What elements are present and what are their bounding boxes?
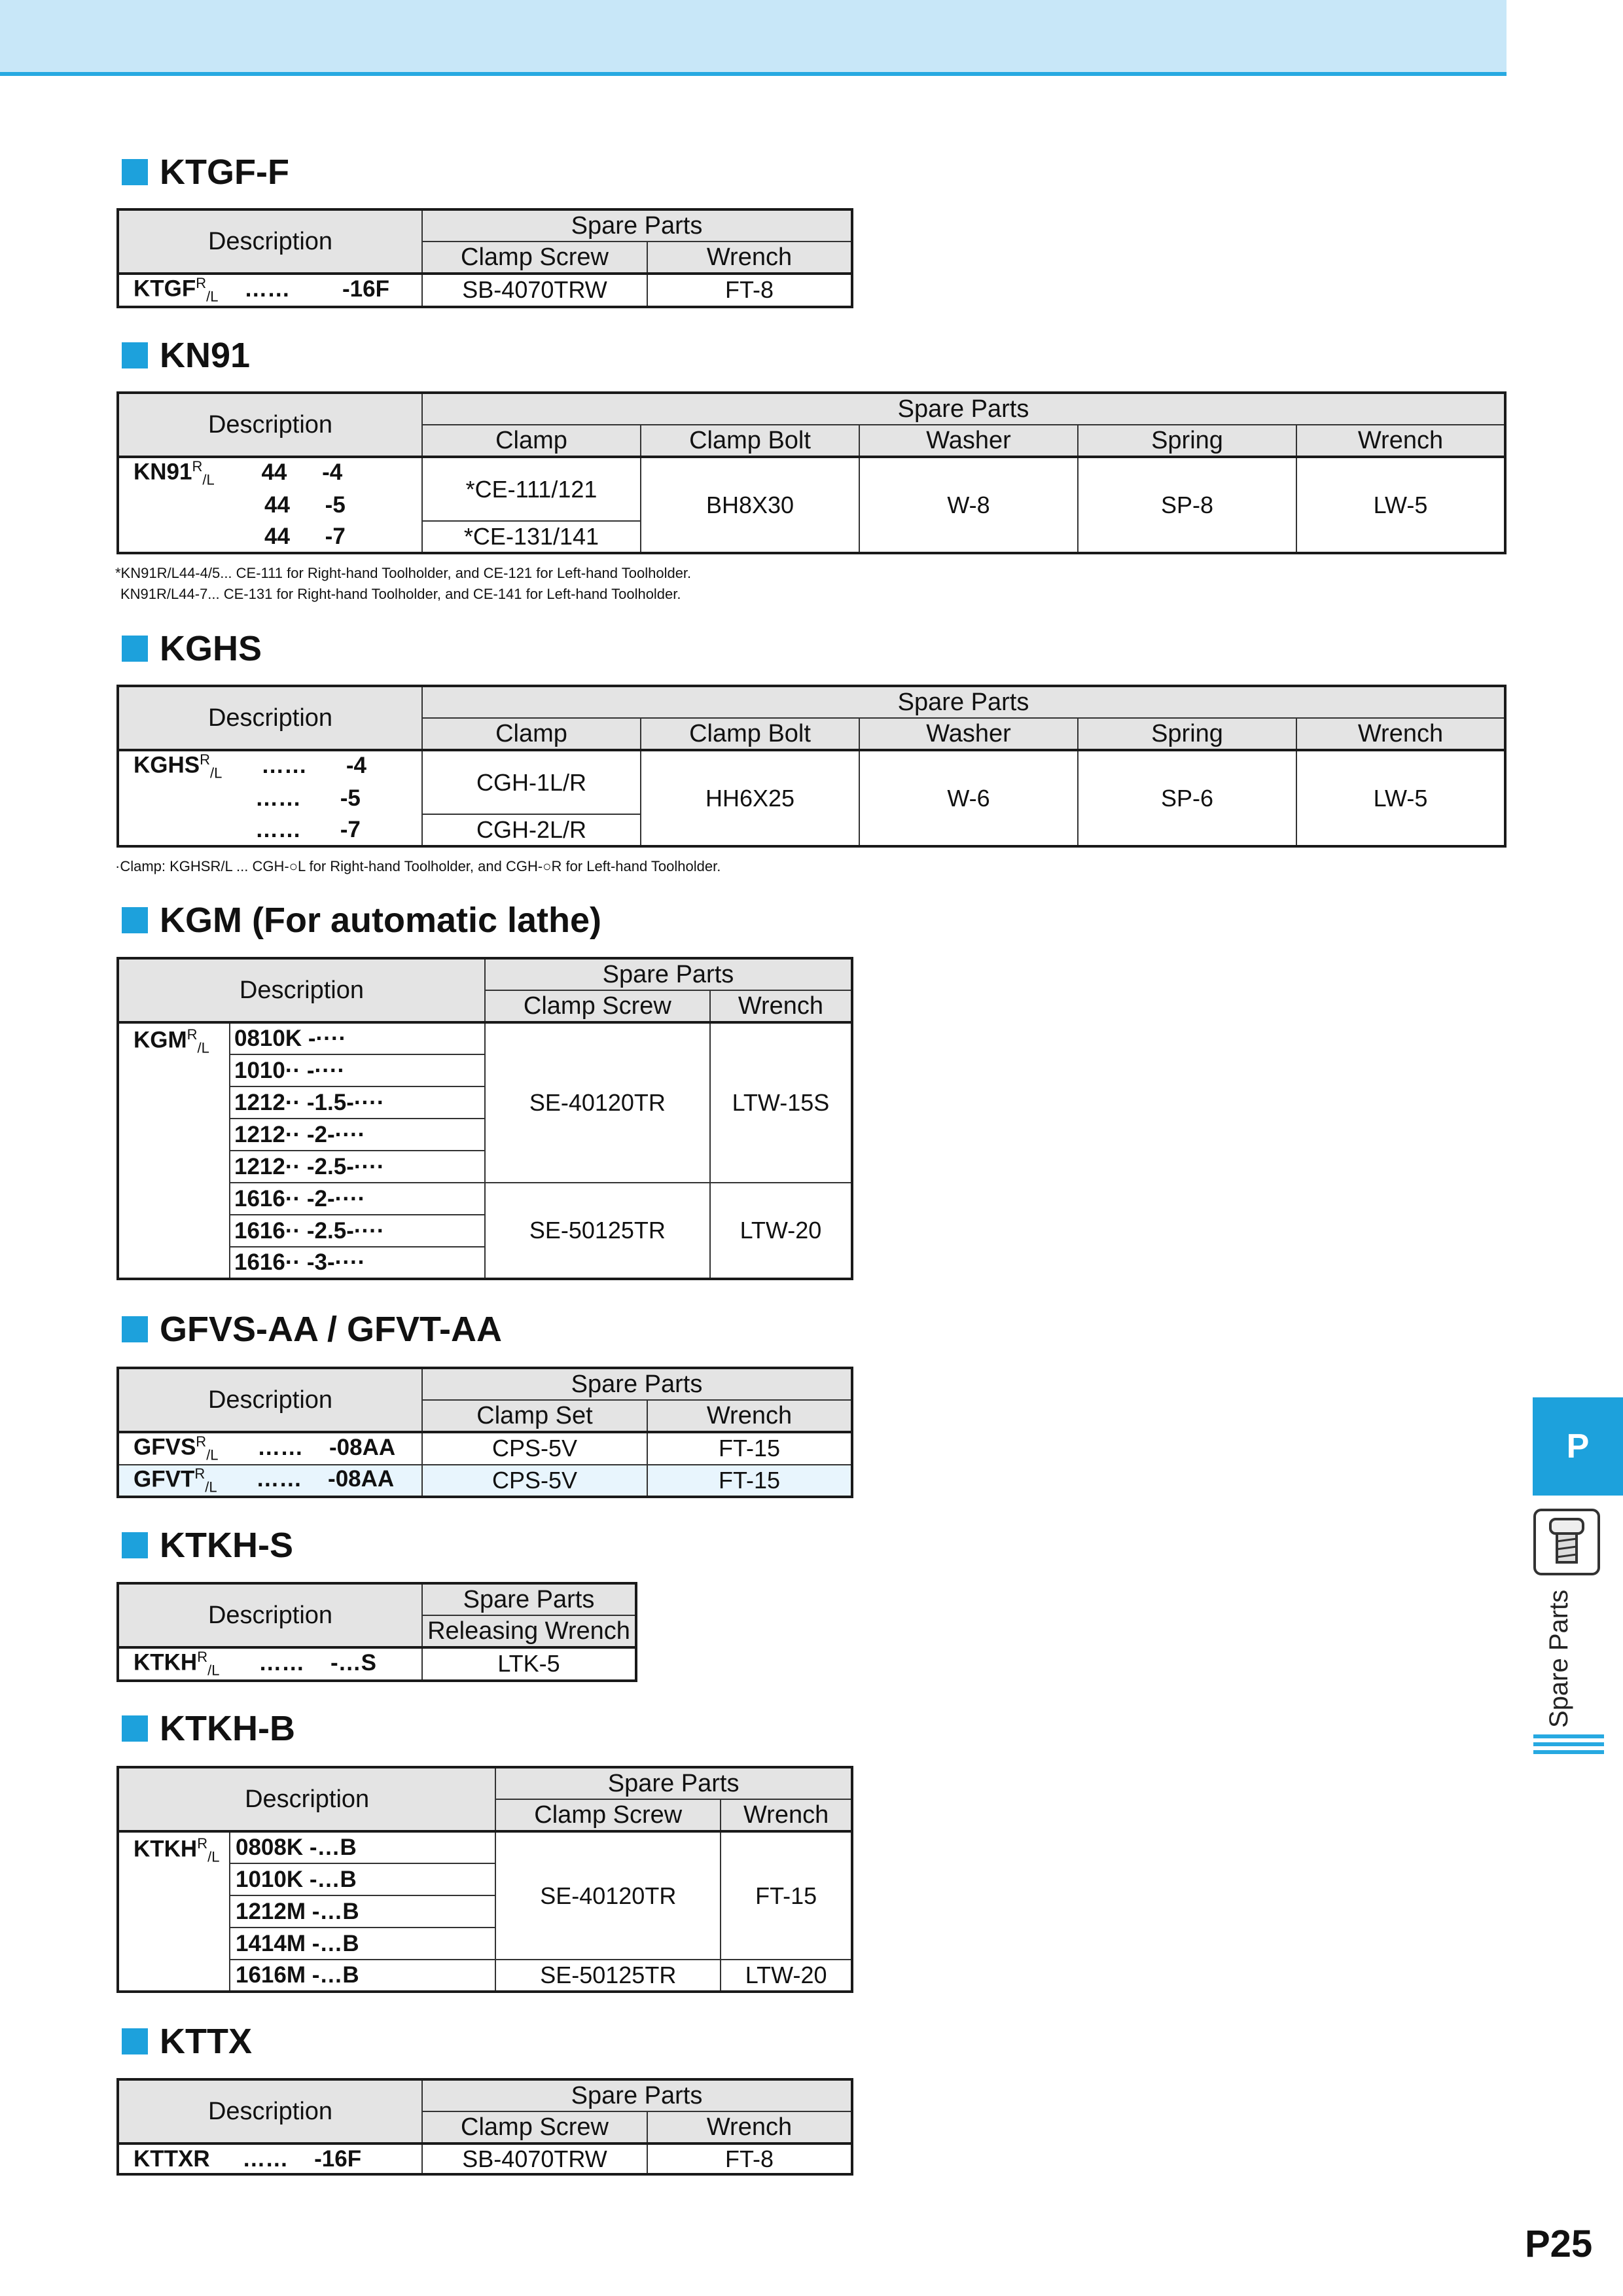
model-variant: 1010·· -···· <box>230 1054 485 1086</box>
clamp-value: CGH-2L/R <box>422 814 641 846</box>
wrench-value: LW-5 <box>1296 750 1505 846</box>
model-variant: 0810K -···· <box>230 1022 485 1054</box>
clamp-screw-value: SE-40120TR <box>485 1022 710 1183</box>
table-row <box>118 1647 636 1681</box>
col-header: Clamp Screw <box>485 990 710 1022</box>
description-header: Description <box>118 1368 422 1432</box>
model-code: $GFVS^R_{/L}$ …… -08AA <box>118 1432 422 1465</box>
wrench-value: FT-15 <box>647 1432 852 1465</box>
model-variant: 0808K -…B <box>230 1831 495 1863</box>
spare-parts-header: Spare Parts <box>485 958 852 990</box>
model-code: $KN91^R_{/L}$ 44 -4 <box>118 457 422 489</box>
wrench-value: FT-8 <box>647 274 852 307</box>
table-kn91 <box>116 391 1507 554</box>
square-bullet-icon <box>122 1316 148 1342</box>
square-bullet-icon <box>122 159 148 185</box>
col-header: Wrench <box>710 990 852 1022</box>
model-code: $KTGF^R_{/L}$ …… -16F <box>118 274 422 307</box>
model-variant: 1616M -…B <box>230 1960 495 1992</box>
section-title-ktgf: KTGF-F <box>122 152 289 192</box>
page-number: P25 <box>1525 2223 1593 2265</box>
model-variant: 1212·· -2.5-···· <box>230 1151 485 1183</box>
table-ktkhb <box>116 1766 853 1993</box>
table-row <box>118 1432 852 1465</box>
model-code: 44 -5 <box>118 489 422 521</box>
square-bullet-icon <box>122 2028 148 2054</box>
col-header: Washer <box>859 425 1078 457</box>
screw-icon <box>1533 1509 1600 1575</box>
model-code: …… -5 <box>118 782 422 814</box>
section-title-kttx: KTTX <box>122 2021 252 2062</box>
wrench-value: LTW-15S <box>710 1022 852 1183</box>
table-kgm <box>116 957 853 1280</box>
model-variant: 1010K -…B <box>230 1863 495 1895</box>
clamp-set-value: CPS-5V <box>422 1465 647 1498</box>
model-variant: 1212·· -1.5-···· <box>230 1086 485 1119</box>
col-header: Washer <box>859 718 1078 750</box>
description-header: Description <box>118 1583 422 1647</box>
model-code: $GFVT^R_{/L}$ …… -08AA <box>118 1465 422 1498</box>
col-header: Clamp <box>422 425 641 457</box>
clamp-value: *CE-111/121 <box>422 457 641 521</box>
description-header: Description <box>118 958 485 1022</box>
table-row <box>118 457 1505 489</box>
wrench-value: FT-8 <box>647 2144 852 2174</box>
table-kghs <box>116 685 1507 848</box>
table-row <box>118 1831 852 1863</box>
col-header: Clamp <box>422 718 641 750</box>
description-header: Description <box>118 209 422 274</box>
model-code: $KGM^R_{/L}$ <box>118 1022 230 1279</box>
wrench-value: FT-15 <box>721 1831 852 1960</box>
section-title-ktkhb: KTKH-B <box>122 1708 295 1749</box>
square-bullet-icon <box>122 342 148 368</box>
description-header: Description <box>118 1767 495 1831</box>
clamp-screw-value: SB-4070TRW <box>422 2144 647 2174</box>
spring-value: SP-6 <box>1078 750 1296 846</box>
col-header: Clamp Set <box>422 1400 647 1432</box>
clamp-bolt-value: HH6X25 <box>641 750 859 846</box>
col-header: Clamp Screw <box>422 242 647 274</box>
col-header: Wrench <box>647 2111 852 2144</box>
footnote: *KN91R/L44-4/5... CE-111 for Right-hand Toolholder, and CE-121 for Left-hand Toolholder. KN91R/L44-7... CE-131 for Right-hand Toolholder, and CE-141 for Left-hand Toolholder. <box>115 565 692 602</box>
spare-parts-header: Spare Parts <box>422 1368 852 1400</box>
top-band <box>0 0 1507 76</box>
table-kttx <box>116 2078 853 2176</box>
table-gfvs <box>116 1367 853 1498</box>
model-code: …… -7 <box>118 814 422 846</box>
side-tab-p: P <box>1533 1397 1623 1496</box>
model-variant: 1414M -…B <box>230 1928 495 1960</box>
wrench-value: LTW-20 <box>721 1960 852 1992</box>
clamp-set-value: CPS-5V <box>422 1432 647 1465</box>
table-ktkhs <box>116 1582 637 1682</box>
clamp-value: CGH-1L/R <box>422 750 641 814</box>
spare-parts-header: Spare Parts <box>495 1767 852 1799</box>
col-header: Wrench <box>647 242 852 274</box>
square-bullet-icon <box>122 1715 148 1742</box>
model-code: KTTXR …… -16F <box>118 2144 422 2174</box>
section-title-gfvs: GFVS-AA / GFVT-AA <box>122 1309 502 1350</box>
model-code: $KTKH^R_{/L}$ <box>118 1831 230 1992</box>
spare-parts-header: Spare Parts <box>422 393 1505 425</box>
section-title-kn91: KN91 <box>122 335 250 376</box>
model-code: $KTKH^R_{/L}$ …… -…S <box>118 1647 422 1681</box>
col-header: Spring <box>1078 718 1296 750</box>
releasing-wrench-value: LTK-5 <box>422 1647 636 1681</box>
wrench-value: LTW-20 <box>710 1183 852 1279</box>
clamp-screw-value: SB-4070TRW <box>422 274 647 307</box>
square-bullet-icon <box>122 636 148 662</box>
col-header: Wrench <box>1296 718 1505 750</box>
clamp-screw-value: SE-40120TR <box>495 1831 721 1960</box>
model-variant: 1616·· -3-···· <box>230 1247 485 1279</box>
spare-parts-header: Spare Parts <box>422 1583 636 1615</box>
clamp-value: *CE-131/141 <box>422 521 641 553</box>
col-header: Releasing Wrench <box>422 1615 636 1647</box>
col-header: Spring <box>1078 425 1296 457</box>
col-header: Clamp Bolt <box>641 425 859 457</box>
table-ktgf <box>116 208 853 308</box>
side-stripes <box>1533 1734 1604 1758</box>
clamp-bolt-value: BH8X30 <box>641 457 859 553</box>
col-header: Clamp Screw <box>422 2111 647 2144</box>
side-label: Spare Parts <box>1544 1589 1573 1728</box>
square-bullet-icon <box>122 1532 148 1558</box>
wrench-value: FT-15 <box>647 1465 852 1498</box>
model-variant: 1212M -…B <box>230 1895 495 1928</box>
table-row <box>118 1465 852 1498</box>
model-variant: 1212·· -2-···· <box>230 1119 485 1151</box>
spare-parts-header: Spare Parts <box>422 209 852 242</box>
section-title-kgm: KGM (For automatic lathe) <box>122 900 601 941</box>
section-title-kghs: KGHS <box>122 628 262 669</box>
wrench-value: LW-5 <box>1296 457 1505 553</box>
model-variant: 1616·· -2-···· <box>230 1183 485 1215</box>
col-header: Wrench <box>721 1799 852 1831</box>
washer-value: W-8 <box>859 457 1078 553</box>
col-header: Wrench <box>1296 425 1505 457</box>
model-code: $KGHS^R_{/L}$ …… -4 <box>118 750 422 782</box>
spring-value: SP-8 <box>1078 457 1296 553</box>
description-header: Description <box>118 2079 422 2144</box>
clamp-screw-value: SE-50125TR <box>495 1960 721 1992</box>
clamp-screw-value: SE-50125TR <box>485 1183 710 1279</box>
description-header: Description <box>118 393 422 457</box>
description-header: Description <box>118 686 422 750</box>
table-row <box>118 1022 852 1054</box>
table-row <box>118 2144 852 2174</box>
spare-parts-header: Spare Parts <box>422 2079 852 2111</box>
section-title-ktkhs: KTKH-S <box>122 1525 293 1566</box>
col-header: Clamp Bolt <box>641 718 859 750</box>
col-header: Wrench <box>647 1400 852 1432</box>
table-row <box>118 750 1505 782</box>
model-variant: 1616·· -2.5-···· <box>230 1215 485 1247</box>
spare-parts-header: Spare Parts <box>422 686 1505 718</box>
washer-value: W-6 <box>859 750 1078 846</box>
footnote: ·Clamp: KGHSR/L ... CGH-○L for Right-hand Toolholder, and CGH-○R for Left-hand Toolholder. <box>115 858 721 874</box>
square-bullet-icon <box>122 907 148 933</box>
model-code: 44 -7 <box>118 521 422 553</box>
col-header: Clamp Screw <box>495 1799 721 1831</box>
table-row <box>118 274 852 307</box>
